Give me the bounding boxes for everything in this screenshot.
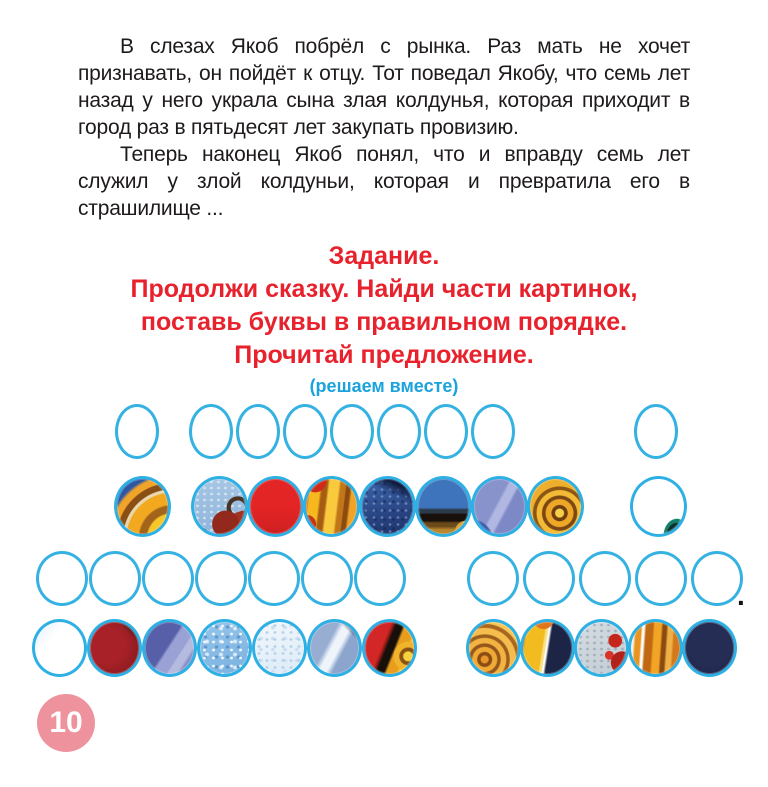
task-line-2: Продолжи сказку. Найди части картинок, — [130, 275, 638, 303]
answer-slot[interactable] — [467, 551, 519, 606]
answer-slot[interactable] — [115, 404, 159, 459]
puzzle-piece-steel-stripe[interactable] — [307, 619, 362, 677]
task-line-1: Задание. — [328, 242, 440, 270]
answer-slot[interactable] — [283, 404, 327, 459]
puzzle-piece-gold-navy[interactable] — [520, 619, 575, 677]
puzzle-piece-wood-swirl[interactable] — [466, 619, 521, 677]
sentence-period: . — [737, 580, 745, 611]
task-line-4: Прочитай предложение. — [234, 341, 534, 369]
piece-row-bottom — [32, 619, 737, 677]
page-number: 10 — [49, 706, 83, 739]
answer-slot[interactable] — [634, 404, 678, 459]
answer-slot[interactable] — [523, 551, 575, 606]
answer-slot[interactable] — [36, 551, 88, 606]
answer-slot[interactable] — [189, 404, 233, 459]
answer-slot[interactable] — [89, 551, 141, 606]
puzzle-piece-slate-diagonal[interactable] — [142, 619, 197, 677]
story-paragraph-1: В слезах Якоб побрёл с рынка. Раз мать не хочет признавать, он пойдёт к отцу. Тот поведал Якобу, что семь лет назад у него украла сына злая колдунья, которая приходит в город раз в пятьдесят лет закупать провизию. — [78, 35, 690, 139]
puzzle-piece-gold-swirl[interactable] — [527, 476, 584, 537]
puzzle-piece-blue-band[interactable] — [415, 476, 472, 537]
answer-slot[interactable] — [635, 551, 687, 606]
task-subtitle: (решаем вместе) — [309, 376, 459, 396]
answer-slot[interactable] — [330, 404, 374, 459]
puzzle-piece-blue-crackle[interactable] — [197, 619, 252, 677]
answer-slot[interactable] — [236, 404, 280, 459]
answer-slot[interactable] — [301, 551, 353, 606]
puzzle-piece-amber-stripes[interactable] — [628, 619, 683, 677]
answer-slot[interactable] — [354, 551, 406, 606]
puzzle-piece-speckle-red[interactable] — [574, 619, 629, 677]
answer-row-bottom — [36, 551, 743, 606]
puzzle-piece-dark-navy[interactable] — [682, 619, 737, 677]
answer-slot[interactable] — [195, 551, 247, 606]
puzzle-piece-solid-red[interactable] — [247, 476, 304, 537]
page-number-badge — [37, 694, 95, 752]
answer-slot[interactable] — [142, 551, 194, 606]
answer-slot[interactable] — [424, 404, 468, 459]
task-instructions — [84, 240, 684, 397]
answer-slot[interactable] — [691, 551, 743, 606]
answer-slot[interactable] — [579, 551, 631, 606]
puzzle-piece-speckle-hook[interactable] — [191, 476, 248, 537]
answer-slot[interactable] — [471, 404, 515, 459]
answer-slot[interactable] — [248, 551, 300, 606]
story-text — [78, 33, 690, 222]
story-paragraph-2: Теперь наконец Якоб понял, что и вправду семь лет служил у злой колдуньи, которая и превратила его в страшилище ... — [78, 143, 690, 220]
puzzle-piece-white-wedge[interactable] — [630, 476, 687, 537]
puzzle-piece-red-gold[interactable] — [362, 619, 417, 677]
task-line-3: поставь буквы в правильном порядке. — [140, 308, 628, 336]
answer-row-top — [115, 404, 678, 459]
puzzle-piece-amber-wave[interactable] — [303, 476, 360, 537]
puzzle-piece-pale-speckle[interactable] — [252, 619, 307, 677]
puzzle-piece-maroon[interactable] — [87, 619, 142, 677]
puzzle-piece-flame-blue[interactable] — [114, 476, 171, 537]
answer-slot[interactable] — [377, 404, 421, 459]
piece-row-top — [114, 476, 687, 537]
puzzle-piece-white-sheen[interactable] — [32, 619, 87, 677]
puzzle-piece-navy-speckle[interactable] — [359, 476, 416, 537]
puzzle-piece-periwinkle[interactable] — [471, 476, 528, 537]
